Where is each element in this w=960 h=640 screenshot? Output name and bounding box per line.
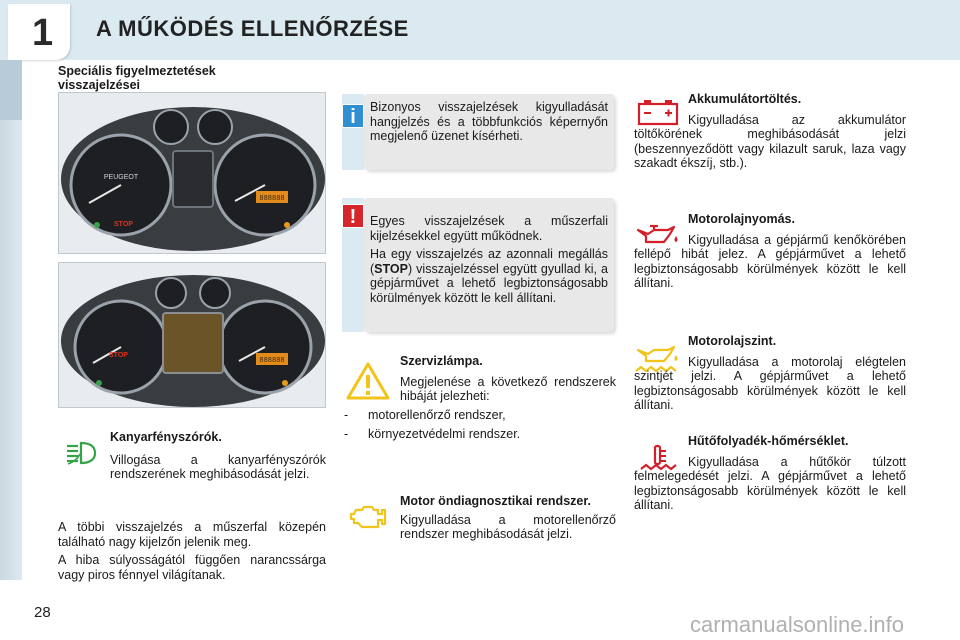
panel1-trip-text: 888888	[259, 195, 285, 203]
oil-level-title: Motorolajszint.	[688, 334, 777, 348]
other-indicators-p2: A hiba súlyosságától függően narancssárga vagy piros fénnyel világítanak.	[58, 553, 326, 582]
coolant-section	[634, 434, 906, 517]
service-item-1: - motorellenőrző rendszer,	[344, 408, 506, 422]
service-text: Megjelenése a következő rendszerek hibáját jelezheti:	[400, 374, 616, 403]
warning-p2	[370, 247, 608, 305]
service-item-2: - környezetvédelmi rendszer.	[344, 426, 521, 441]
battery-text: Kigyulladása az akkumulátor töltőkörének meghibásodását jelzi (beszennyeződött vagy kilazult saruk, laza vagy szakadt ékszíj, stb.).	[634, 112, 906, 170]
warning-p2-a: Ha egy visszajelzés az azonnali megállás (	[370, 247, 608, 276]
instrument-panel-image-2	[58, 262, 326, 408]
panel1-stop-text: STOP	[114, 221, 133, 228]
panel1-brand: PEUGEOT	[103, 174, 139, 181]
side-band	[0, 60, 22, 580]
warning-badge: !	[342, 204, 364, 228]
info-badge: i	[342, 104, 364, 128]
warning-p1: Egyes visszajelzések a műszerfali kijelzésekkel együtt működnek.	[370, 214, 608, 243]
section-heading: Speciális figyelmeztetések visszajelzései	[58, 64, 216, 92]
other-indicators-section	[58, 520, 326, 586]
obd-title: Motor öndiagnosztikai rendszer.	[400, 494, 591, 508]
instrument-panel-image-1	[58, 92, 326, 254]
side-band-marker	[0, 60, 22, 120]
service-list	[344, 408, 616, 445]
cornering-light-icon	[64, 440, 100, 466]
chapter-number: 1	[32, 12, 54, 54]
other-indicators-p1: A többi visszajelzés a műszerfal közepén található nagy kijelzőn jelenik meg.	[58, 520, 326, 549]
oil-pressure-text: Kigyulladása a gépjármű kenőkörében fellépő hibát jelez. A gépjárművet a lehető legbiztonságosabb körülmények között le kell állítani.	[634, 232, 906, 290]
warning-p2-b: ) visszajelzéssel együtt gyullad ki, a gépjárművet a lehető legbiztonságosabb körülmények között le kell állítani.	[370, 261, 608, 305]
cornering-text: Villogása a kanyarfényszórók rendszerének meghibásodását jelzi.	[110, 452, 326, 481]
engine-check-icon	[348, 502, 388, 532]
chapter-tab	[8, 4, 70, 60]
service-warning-icon	[346, 362, 390, 400]
obd-section	[400, 494, 616, 546]
oil-level-section	[634, 334, 906, 417]
oil-level-text: Kigyulladása a motorolaj elégtelen szintjét jelzi. A gépjárművet a lehető legbiztonságosabb körülmények között le kell állítani.	[634, 354, 906, 412]
page-title: A MŰKÖDÉS ELLENŐRZÉSE	[96, 16, 409, 41]
info-text: Bizonyos visszajelzések kigyulladását hangjelzés és a többfunkciós képernyőn megjelenő üzenet kísérheti.	[370, 100, 608, 143]
watermark: carmanualsonline.info	[690, 612, 905, 637]
obd-text: Kigyulladása a motorellenőrző rendszer meghibásodását jelzi.	[400, 512, 616, 541]
panel2-trip-text: 888888	[259, 357, 285, 365]
service-title: Szervizlámpa.	[400, 354, 483, 368]
warning-section	[370, 214, 608, 309]
cornering-title: Kanyarfényszórók.	[110, 430, 222, 444]
warning-p2-stop: STOP	[374, 261, 408, 276]
oil-pressure-section	[634, 212, 906, 295]
cornering-section	[110, 430, 326, 486]
coolant-text: Kigyulladása a hűtőkör túlzott felmelegedését jelzi. A gépjárművet a lehető legbiztonságosabb körülmények között le kell állítani.	[634, 454, 906, 512]
coolant-title: Hűtőfolyadék-hőmérséklet.	[688, 434, 849, 448]
oil-pressure-title: Motorolajnyomás.	[688, 212, 795, 226]
panel2-stop-text: STOP	[109, 352, 128, 359]
battery-section	[634, 92, 906, 175]
page-number: 28	[34, 604, 51, 621]
service-section	[400, 354, 616, 408]
battery-title: Akkumulátortöltés.	[688, 92, 802, 106]
